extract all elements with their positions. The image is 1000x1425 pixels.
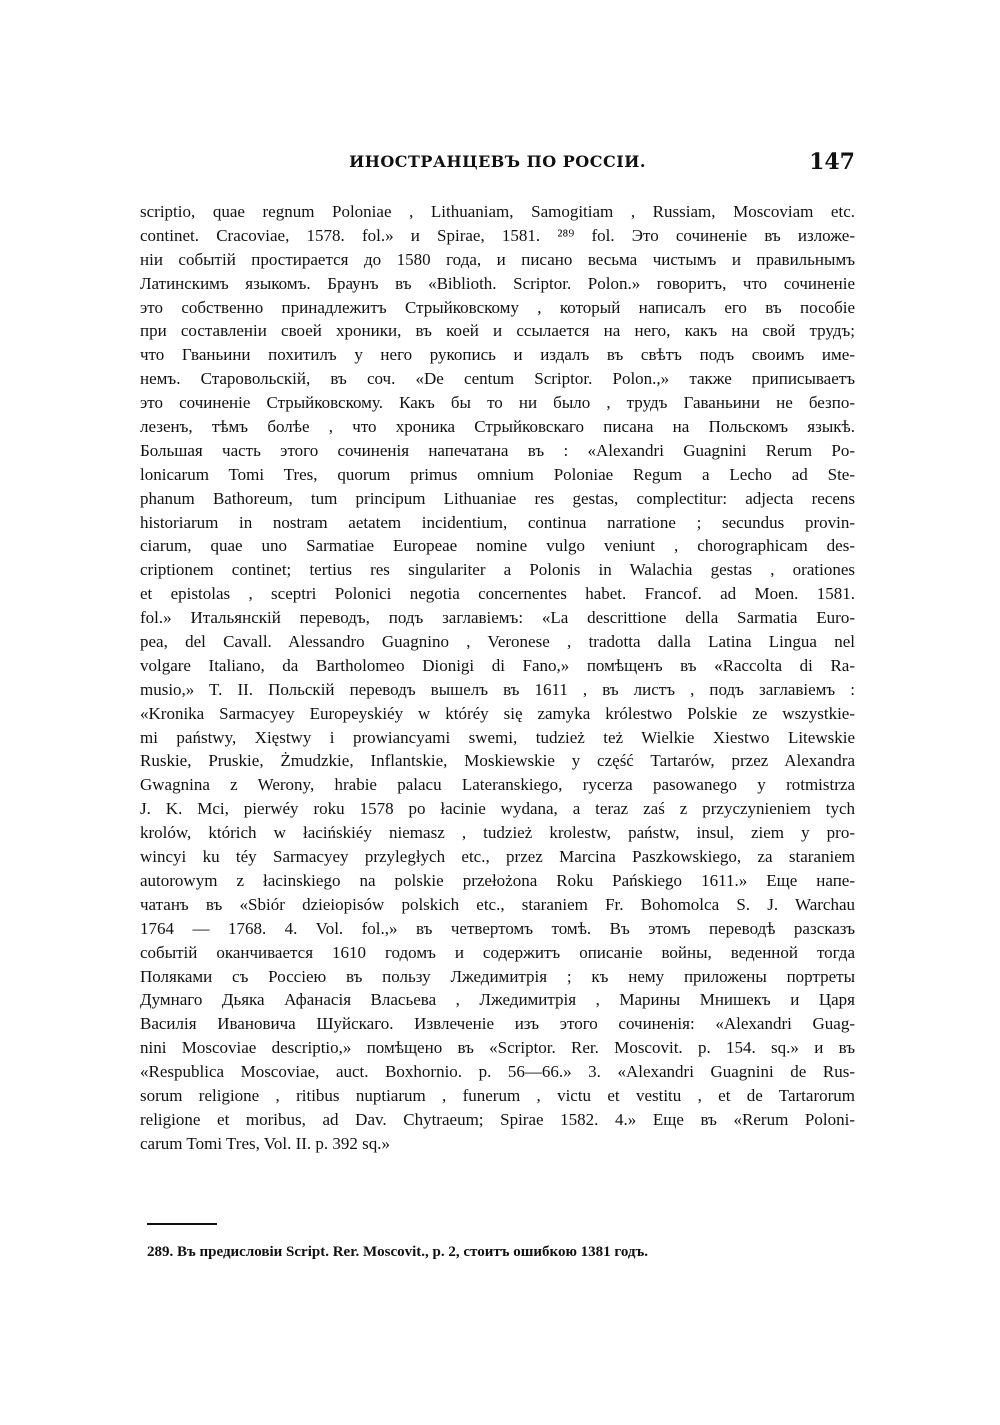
text-line: Поляками съ Россіею въ пользу Лжедимитрія ; къ нему приложены портреты [140, 966, 855, 986]
text-line: что Гваньини похитилъ у него рукопись и издалъ въ свѣтъ подъ своимъ име- [140, 345, 855, 365]
text-line: mi państwy, Xięstwy i prowiancyami swemi, tudzież też Wielkie Xiestwo Litewskie [140, 727, 855, 747]
text-line: при составленіи своей хроники, въ коей и ссылается на него, какъ на свой трудъ; [140, 321, 855, 341]
text-line: religione et moribus, ad Dav. Chytraeum; Spirae 1582. 4.» Еще въ «Rerum Poloni- [140, 1109, 855, 1129]
text-line: это собственно принадлежитъ Стрыйковскому , который написалъ его въ пособіе [140, 297, 855, 317]
text-line: continet. Cracoviae, 1578. fol.» и Spirae, 1581. ²⁸⁹ fol. Это сочиненіе въ изложе- [140, 225, 855, 245]
running-title: ИНОСТРАНЦЕВЪ ПО РОССІИ. [349, 152, 646, 171]
text-line: historiarum in nostram aetatem incidentium, continua narratione ; secundus provin- [140, 512, 855, 532]
page-number: 147 [809, 149, 855, 175]
text-line: volgare Italiano, da Bartholomeo Dionigi di Fano,» помѣщенъ въ «Raccolta di Ra- [140, 655, 855, 675]
text-line: musio,» T. II. Польскій переводъ вышелъ въ 1611 , въ листъ , подъ заглавіемъ : [140, 679, 855, 699]
text-line: Ruskie, Pruskie, Żmudzkie, Inflantskie, Moskiewskie y część Tartarów, przez Alexandra [140, 751, 855, 771]
text-line: ніи событій простирается до 1580 года, и писано весьма чистымъ и правильнымъ [140, 249, 855, 269]
text-line: autorowym z łacinskiego na polskie przełożona Roku Pańskiego 1611.» Еще напе- [140, 870, 855, 890]
text-line: ciarum, quae uno Sarmatiae Europeae nomine vulgo veniunt , chorographicam des- [140, 536, 855, 556]
text-line: phanum Bathoreum, tum principum Lithuaniae res gestas, complectitur: adjecta recens [140, 488, 855, 508]
text-line: nini Moscoviae descriptio,» помѣщено въ «Scriptor. Rer. Moscovit. p. 154. sq.» и въ [140, 1038, 855, 1058]
text-line: «Kronika Sarmacyey Europeyskiéy w któréy się zamyka królestwo Polskie ze wszystkie- [140, 703, 855, 723]
text-line: krolów, którich w łacińskiéy niemasz , tudzież krolestw, państw, insul, ziem y pro- [140, 823, 855, 843]
text-line: чатанъ въ «Sbiór dzieiopisów polskich etc., staraniem Fr. Bohomolca S. J. Warchau [140, 894, 855, 914]
text-line: pea, del Cavall. Alessandro Guagnino , Veronese , tradotta dalla Latina Lingua nel [140, 632, 855, 652]
text-line: 1764 — 1768. 4. Vol. fol.,» въ четвертомъ томѣ. Въ этомъ переводѣ разсказъ [140, 918, 855, 938]
text-line: Gwagnina z Werony, hrabie palacu Lateranskiego, rycerza pasowanego y rotmistrza [140, 775, 855, 795]
footnote-rule [147, 1223, 217, 1225]
text-line: Думнаго Дьяка Афанасія Власьева , Лжедимитрія , Марины Мнишекъ и Царя [140, 990, 855, 1010]
text-line: лезенъ, тѣмъ болѣе , что хроника Стрыйковскаго писана на Польскомъ языкѣ. [140, 417, 855, 437]
text-line: Латинскимъ языкомъ. Браунъ въ «Biblioth. Scriptor. Polon.» говоритъ, что сочиненіе [140, 273, 855, 293]
text-line: J. K. Mci, pierwéy roku 1578 po łacinie wydana, a teraz zaś z przyczynieniem tych [140, 799, 855, 819]
text-line: criptionem continet; tertius res singulariter a Polonis in Walachia gestas , orationes [140, 560, 855, 580]
text-line: wincyi ku téy Sarmacyey przyległych etc., przez Marcina Paszkowskiego, za staraniem [140, 847, 855, 867]
text-line: sorum religione , ritibus nuptiarum , funerum , victu et vestitu , et de Tartarorum [140, 1085, 855, 1105]
text-line: это сочиненіе Стрыйковскому. Какъ бы то ни было , трудъ Гаваньини не безпо- [140, 393, 855, 413]
text-line: событій оканчивается 1610 годомъ и содержитъ описаніе войны, веденной тогда [140, 942, 855, 962]
text-line: Василія Ивановича Шуйскаго. Извлеченіе изъ этого сочиненія: «Alexandri Guag- [140, 1014, 855, 1034]
text-line: carum Tomi Tres, Vol. II. p. 392 sq.» [140, 1133, 391, 1153]
text-line: fol.» Итальянскій переводъ, подъ заглавіемъ: «La descrittione della Sarmatia Euro- [140, 608, 855, 628]
text-line: scriptio, quae regnum Poloniae , Lithuaniam, Samogitiam , Russiam, Moscoviam etc. [140, 202, 855, 221]
text-line: немъ. Старовольскій, въ соч. «De centum Scriptor. Polon.,» также приписываетъ [140, 369, 855, 389]
running-head [140, 149, 855, 182]
text-line: et epistolas , sceptri Polonici negotia concernentes habet. Francof. ad Moen. 1581. [140, 584, 855, 604]
text-line: «Respublica Moscoviae, auct. Boxhornio. p. 56—66.» 3. «Alexandri Guagnini de Rus- [140, 1062, 855, 1082]
body-text [140, 200, 855, 1156]
text-line: Большая часть этого сочиненія напечатана въ : «Alexandri Guagnini Rerum Po- [140, 440, 855, 460]
text-line: lonicarum Tomi Tres, quorum primus omnium Poloniae Regum a Lecho ad Ste- [140, 464, 855, 484]
footnote: 289. Въ предисловіи Script. Rer. Moscovit., p. 2, стоитъ ошибкою 1381 годъ. [147, 1244, 649, 1260]
